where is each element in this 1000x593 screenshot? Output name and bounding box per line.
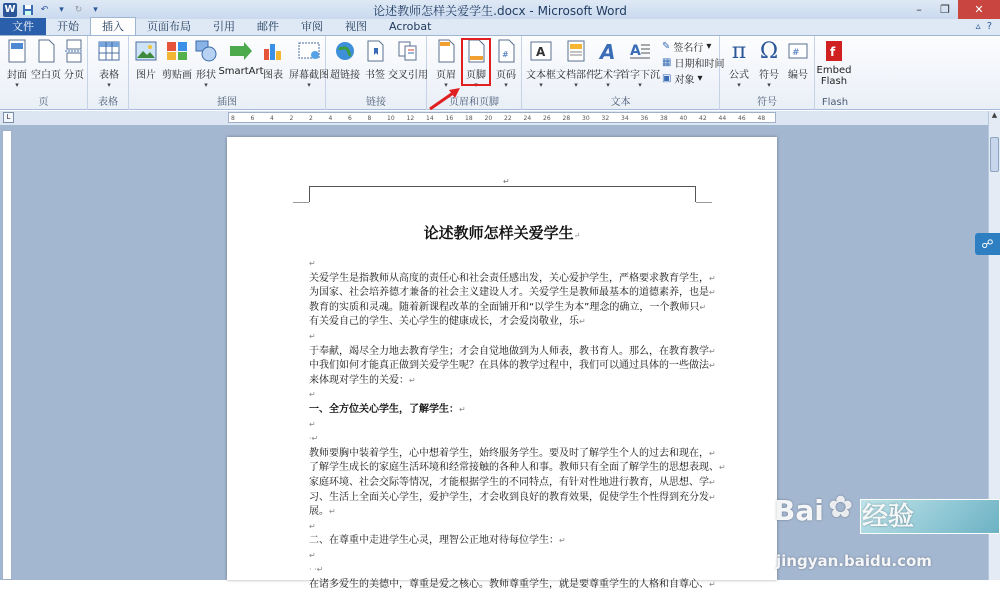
ruler-area — [0, 111, 1000, 125]
document-line[interactable]: 习、生活上全面关心学生，爱护学生，才会收到良好的教育效果，促使学生个性得到充分发↵ — [309, 491, 716, 503]
ruler-tick: 18 — [465, 115, 473, 122]
ruler-tick: 24 — [523, 115, 532, 122]
group-label-tables: 表格 — [98, 97, 118, 108]
shapes-button[interactable]: 形状 ▾ — [189, 39, 223, 89]
group-label-symbols: 符号 — [757, 97, 777, 108]
dropcap-icon — [628, 39, 652, 63]
undo-icon[interactable]: ↶ — [40, 4, 49, 15]
ruler-tick: 38 — [660, 115, 668, 122]
svg-text:#: # — [502, 50, 509, 59]
ruler-tick: 34 — [621, 115, 629, 122]
chart-button[interactable]: 图表 — [256, 39, 290, 81]
vertical-ruler[interactable] — [2, 130, 12, 580]
object-icon: ▣ — [662, 73, 672, 84]
picture-icon — [134, 39, 158, 63]
ruler-tick: 8 — [367, 115, 372, 122]
page-break-icon — [62, 39, 86, 63]
svg-text:A: A — [536, 45, 546, 59]
header-paragraph-mark: ↵ — [503, 177, 510, 186]
page-break-button[interactable]: 分页 — [57, 39, 91, 81]
redo-icon[interactable]: ↻ — [74, 4, 83, 15]
document-line[interactable]: 为国家、社会培养德才兼备的社会主义建设人才。关爱学生是教师最基本的道德素养，也是↵ — [309, 287, 716, 299]
ruler-tick: 6 — [250, 115, 255, 122]
cover-page-icon — [5, 39, 29, 63]
document-body[interactable] — [309, 257, 726, 593]
horizontal-ruler[interactable] — [228, 112, 776, 123]
clipart-button[interactable]: 剪贴画 — [160, 39, 194, 81]
hyperlink-button[interactable]: 超链接 — [328, 39, 362, 81]
ruler-tick: 2 — [289, 115, 294, 122]
minimize-button[interactable]: – — [916, 3, 922, 16]
title-bar — [0, 0, 1000, 19]
group-symbols — [720, 36, 815, 110]
watermark-brand: Bai — [774, 494, 824, 527]
document-line[interactable] — [309, 257, 699, 272]
svg-text:A: A — [630, 43, 641, 59]
paragraph-mark: ↵ — [579, 317, 586, 327]
ruler-tick: 16 — [445, 115, 454, 122]
side-share-icon[interactable]: ☍ — [975, 233, 1000, 255]
ribbon-right-controls — [976, 18, 1000, 35]
paragraph-mark: ↵ — [709, 580, 716, 590]
paragraph-mark: ↵ — [709, 273, 716, 283]
document-line[interactable]: ·↵ — [309, 434, 319, 444]
tab-view[interactable]: 视图 — [345, 20, 367, 33]
wordart-icon — [596, 39, 620, 63]
calendar-icon: ▦ — [662, 57, 672, 68]
tab-home[interactable]: 开始 — [57, 20, 79, 33]
quick-parts-icon — [564, 39, 588, 63]
group-pages — [0, 36, 88, 110]
ruler-tick: 4 — [328, 115, 333, 122]
document-line[interactable]: 展。↵ — [309, 506, 336, 518]
document-line[interactable] — [309, 418, 699, 433]
document-line[interactable]: 有关爱自己的学生、关心学生的健康成长，才会爱岗敬业，乐↵ — [309, 316, 586, 328]
textbox-button[interactable]: A 文本框 ▾ — [524, 39, 558, 89]
paragraph-mark: ↵ — [699, 302, 707, 312]
paragraph-mark: ↵ — [309, 331, 316, 341]
textbox-icon — [529, 39, 553, 63]
tab-review[interactable]: 审阅 — [301, 20, 323, 33]
header-icon — [434, 39, 458, 63]
ruler-tick: 28 — [562, 115, 571, 122]
document-line[interactable]: 教师要胸中装着学生，心中想着学生，始终服务学生。要及时了解学生个人的过去和现在，↵ — [309, 447, 716, 459]
help-icon[interactable]: ? — [986, 21, 992, 32]
tab-references[interactable]: 引用 — [213, 20, 235, 33]
paragraph-mark: ↵ — [329, 507, 336, 517]
paragraph-mark: ↵ — [709, 492, 716, 502]
group-label-text: 文本 — [610, 97, 631, 108]
document-line[interactable]: 中我们如何才能真正做到关爱学生呢？在具体的教学过程中，我们可以通过具体的一些做法↵ — [309, 360, 716, 372]
document-line[interactable]: · ·↵ — [309, 565, 324, 575]
red-arrow-icon — [428, 85, 464, 111]
document-line[interactable]: 了解学生成长的家庭生活环境和经常接触的各种人和事。教师只有全面了解学生的思想表现、↵ — [309, 462, 726, 474]
paragraph-mark: ↵ — [309, 390, 316, 400]
baidu-jingyan-watermark — [770, 470, 1000, 580]
document-line[interactable]: 教育的实质和灵魂。随着新课程改革的全面铺开和“以学生为本”理念的确立，一个教师只↵ — [309, 301, 707, 313]
document-line[interactable] — [309, 549, 699, 564]
document-line[interactable]: 家庭环境、社会交际等情况，才能根据学生的不同特点，有针对性地进行教育，从思想、学↵ — [309, 476, 716, 488]
signature-line-button[interactable]: ✎ 签名行 ▾ — [662, 41, 712, 54]
watermark-url: jingyan.baidu.com — [776, 552, 932, 570]
window-controls — [906, 0, 1000, 19]
group-tables — [88, 36, 129, 110]
blank-page-button[interactable]: 空白页 — [29, 39, 63, 81]
cross-reference-icon — [396, 39, 420, 63]
ribbon-tabs — [0, 19, 1000, 36]
paragraph-mark: ↵ — [709, 346, 716, 356]
ruler-tick: 12 — [406, 115, 415, 122]
close-button[interactable]: ✕ — [958, 0, 1000, 19]
group-illustrations — [129, 36, 329, 110]
ruler-tick: 10 — [387, 115, 395, 122]
ruler-tick: 22 — [504, 115, 512, 122]
ruler-tick: 4 — [270, 115, 274, 122]
smartart-button[interactable]: SmartArt — [221, 39, 261, 77]
ruler-tick: 42 — [699, 115, 707, 122]
document-line[interactable] — [309, 388, 699, 403]
bookmark-icon — [363, 39, 387, 63]
scroll-thumb[interactable] — [990, 137, 999, 172]
document-line[interactable]: 在诸多爱生的美德中，尊重是爱之核心。教师尊重学生，就是要尊重学生的人格和自尊心、↵ — [309, 579, 716, 591]
paragraph-mark: ↵ — [309, 419, 316, 429]
picture-button[interactable]: 图片 — [129, 39, 163, 81]
paragraph-mark: ↵ — [409, 375, 416, 385]
paragraph-mark: ↵ — [309, 550, 316, 560]
globe-icon — [333, 39, 357, 63]
paragraph-mark: ↵ — [709, 361, 716, 371]
clipart-icon — [165, 39, 189, 63]
footer-button[interactable]: 页脚 ▾ — [459, 39, 493, 89]
bookmark-button[interactable]: 书签 — [358, 39, 392, 81]
symbol-button[interactable]: Ω 符号 ▾ — [759, 38, 779, 89]
ruler-tick: 26 — [543, 115, 551, 122]
group-flash — [815, 36, 855, 110]
group-label-pages: 页 — [38, 97, 49, 108]
save-icon[interactable] — [21, 3, 34, 16]
tab-file[interactable]: 文件 — [0, 18, 46, 35]
dropdown-icon[interactable]: ▾ — [59, 4, 64, 15]
object-button[interactable]: ▣ 对象 ▾ — [662, 73, 703, 86]
ruler-tick: 20 — [484, 115, 493, 122]
document-line[interactable] — [309, 520, 699, 535]
paragraph-mark: ↵ — [719, 463, 726, 473]
group-label-links: 链接 — [366, 97, 386, 108]
blank-page-icon — [34, 39, 58, 63]
embed-flash-button[interactable]: f Embed Flash — [817, 39, 851, 87]
numbering-button[interactable]: # 编号 — [781, 39, 815, 81]
paragraph-mark: ↵ — [459, 404, 466, 414]
paragraph-mark: ↵ — [559, 536, 566, 546]
ruler-tick: 32 — [601, 115, 610, 122]
ruler-tick: 40 — [679, 115, 688, 122]
watermark-brand-cn: 经验 — [862, 502, 915, 532]
paragraph-mark: ↵ — [311, 434, 319, 444]
header-area[interactable] — [309, 186, 696, 202]
document-title[interactable]: 论述教师怎样关爱学生↵ — [423, 224, 581, 242]
tab-page-layout[interactable]: 页面布局 — [147, 20, 191, 33]
group-label-header-footer: 页眉和页脚 — [449, 97, 499, 108]
group-label-flash: Flash — [821, 97, 849, 108]
paragraph-mark: ↵ — [309, 521, 316, 531]
tab-selector-icon[interactable]: L — [3, 112, 14, 123]
window-title: 论述教师怎样关爱学生.docx - Microsoft Word — [373, 4, 627, 18]
document-line[interactable] — [309, 330, 699, 345]
datetime-button[interactable]: ▦ 日期和时间 — [662, 57, 725, 70]
equation-button[interactable]: π 公式 ▾ — [729, 38, 749, 89]
document-line[interactable]: 来体现对学生的关爱：↵ — [309, 374, 416, 386]
ruler-tick: 14 — [426, 115, 434, 122]
header-button[interactable]: 页眉 ▾ — [429, 39, 463, 89]
chart-icon — [261, 39, 285, 63]
paragraph-mark: ↵ — [709, 477, 716, 487]
omega-icon: Ω — [759, 38, 779, 64]
paragraph-mark: ↵ — [709, 448, 716, 458]
dropcap-button[interactable]: A 首字下沉 ▾ — [621, 39, 659, 89]
paragraph-mark: ↵ — [309, 259, 316, 268]
footer-highlight-box — [461, 38, 491, 86]
quick-access-toolbar — [0, 0, 102, 19]
group-label-illustrations: 插图 — [217, 97, 237, 108]
quick-parts-button[interactable]: 文档部件 ▾ — [557, 39, 595, 89]
flash-icon — [822, 39, 846, 63]
document-page[interactable] — [227, 137, 777, 591]
page-number-icon — [494, 39, 518, 63]
ruler-tick: 48 — [757, 115, 766, 122]
ruler-tick: 2 — [309, 115, 313, 122]
word-app-icon[interactable]: W — [4, 4, 16, 15]
svg-text:f: f — [830, 45, 836, 59]
customize-qat-icon[interactable]: ▾ — [93, 4, 98, 15]
signature-line-icon: ✎ — [662, 41, 671, 52]
document-line[interactable]: 一、全方位关心学生，了解学生：↵ — [309, 403, 466, 415]
screenshot-button[interactable]: 屏幕截图 ▾ — [289, 39, 329, 89]
svg-text:#: # — [792, 48, 800, 58]
restore-button[interactable]: ❐ — [940, 3, 950, 16]
ribbon-insert — [0, 36, 1000, 110]
ruler-tick: 46 — [738, 115, 746, 122]
tab-mailings[interactable]: 邮件 — [257, 20, 279, 33]
ruler-tick: 8 — [231, 115, 235, 122]
document-line[interactable]: 关爱学生是指教师从高度的责任心和社会责任感出发，关心爱护学生，严格要求教育学生，↵ — [309, 272, 716, 284]
paragraph-mark: ↵ — [709, 288, 716, 298]
numbering-icon — [786, 39, 810, 63]
shapes-icon — [194, 39, 218, 63]
ruler-tick: 44 — [718, 115, 727, 122]
group-text — [522, 36, 725, 110]
page-number-button[interactable]: # 页码 ▾ — [489, 39, 523, 89]
table-button[interactable]: 表格 ▾ — [92, 39, 126, 89]
cover-page-button[interactable]: 封面 ▾ — [0, 39, 34, 89]
minimize-ribbon-icon[interactable]: ▵ — [975, 21, 981, 32]
pi-icon: π — [731, 38, 747, 64]
smartart-icon — [229, 39, 253, 63]
scroll-up-icon[interactable]: ▲ — [991, 111, 998, 119]
ruler-tick: 6 — [348, 115, 352, 122]
document-line[interactable]: 二、在尊重中走进学生心灵，理智公正地对待每位学生：↵ — [309, 535, 566, 547]
paragraph-mark: ↵ — [316, 565, 324, 575]
table-icon — [97, 39, 121, 63]
wordart-button[interactable]: A 艺术字 ▾ — [593, 40, 623, 89]
group-links — [326, 36, 427, 110]
document-line[interactable]: 于奉献，竭尽全力地去教育学生；才会自觉地做到为人师表，教书育人。那么，在教育教学↵ — [309, 345, 716, 357]
ruler-tick: 36 — [640, 115, 649, 122]
ruler-tick: 30 — [582, 115, 590, 122]
cross-reference-button[interactable]: 交叉引用 — [388, 39, 428, 81]
watermark-paw-icon: ✿ — [828, 490, 854, 525]
screenshot-icon — [297, 39, 321, 63]
tab-insert[interactable]: 插入 — [90, 17, 136, 35]
tab-acrobat[interactable]: Acrobat — [389, 20, 432, 33]
svg-text:A: A — [600, 40, 616, 64]
